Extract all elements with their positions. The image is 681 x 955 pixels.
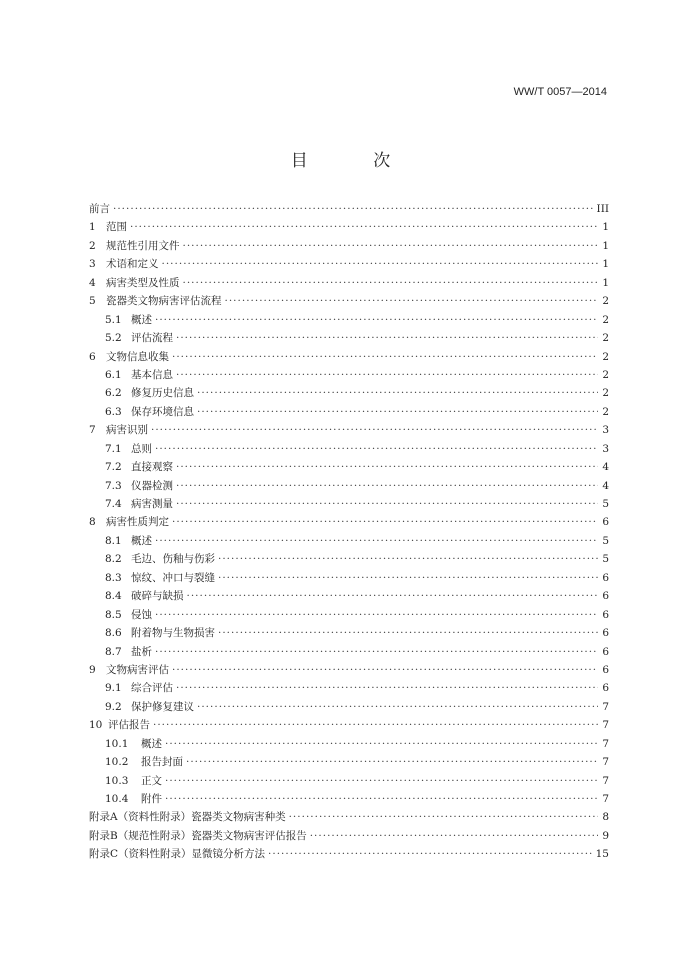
toc-entry-title: 评估报告 [108,719,150,732]
toc-leader-dots [165,790,598,808]
toc-entry-page: 7 [602,756,609,769]
toc-entry[interactable] [89,643,609,661]
toc-entry-title: 规范性引用文件 [106,239,180,252]
toc-leader-dots [176,679,598,697]
toc-entry-number: 5.1 [105,313,122,326]
standard-code: WW/T 0057—2014 [513,86,607,98]
toc-entry-page: 1 [602,276,609,289]
toc-leader-dots [165,772,598,790]
toc-leader-dots [172,661,598,679]
toc-leader-dots [176,495,598,513]
toc-leader-dots [176,366,598,384]
toc-entry-title: 破碎与缺损 [131,590,184,603]
toc-leader-dots [130,218,598,236]
toc-entry-number: 9 [89,663,96,676]
toc-entry-number: 8 [89,516,96,529]
toc-entry-number: 8.7 [105,645,122,658]
toc-leader-dots [197,698,598,716]
toc-leader-dots [197,403,598,421]
toc-entry-number: 8.1 [105,534,122,547]
toc-entry-title: 修复历史信息 [131,387,194,400]
toc-leader-dots [183,237,599,255]
toc-leader-dots [225,292,599,310]
toc-entry-number: 7 [89,424,96,437]
toc-entry-title: 仪器检测 [131,479,173,492]
toc-leader-dots [113,200,594,218]
toc-leader-dots [176,458,598,476]
toc-entry[interactable] [89,311,609,329]
toc-entry-number: 10.4 [105,793,129,805]
toc-entry-number: 7.4 [105,498,122,510]
toc-entry-number: 6.1 [105,368,122,381]
toc-entry-title: 文物信息收集 [106,350,169,363]
toc-entry-page: 9 [602,829,609,842]
toc-leader-dots [155,440,598,458]
toc-entry-title: 病害测量 [131,498,173,510]
toc-entry-page: 15 [595,848,609,861]
toc-entry[interactable] [89,550,609,568]
toc-entry-title: 瓷器类文物病害评估流程 [106,295,222,308]
toc-entry[interactable] [89,495,609,513]
toc-entry-title: 惊纹、冲口与裂缝 [131,571,215,584]
toc-leader-dots [187,587,599,605]
toc-leader-dots [186,753,598,771]
toc-entry-title: 术语和定义 [106,258,159,271]
toc-entry-page: 6 [602,663,609,676]
toc-entry-title: 侵蚀 [131,608,152,621]
toc-entry-page: 7 [602,793,609,805]
toc-entry-page: III [596,203,609,215]
toc-leader-dots [165,735,598,753]
toc-entry-number: 7.3 [105,479,122,492]
toc-entry-number: 6.3 [105,405,122,418]
toc-entry-number: 5.2 [105,332,122,345]
toc-entry-page: 4 [602,479,609,492]
toc-leader-dots [218,569,598,587]
toc-entry-title: 概述 [131,313,152,326]
toc-leader-dots [310,827,598,845]
toc-entry[interactable] [89,403,609,421]
toc-entry-title: 文物病害评估 [106,663,169,676]
toc-entry-title: 总则 [131,442,152,455]
toc-leader-dots [151,421,598,439]
toc-entry-number: 4 [89,276,96,289]
toc-entry[interactable] [89,329,609,347]
toc-entry-page: 2 [602,368,609,381]
toc-leader-dots [172,513,598,531]
toc-entry-title: 保护修复建议 [131,700,194,713]
table-of-contents [89,200,609,864]
toc-entry-number: 10.1 [105,737,129,750]
toc-leader-dots [172,348,598,366]
toc-entry[interactable] [89,458,609,476]
toc-entry[interactable] [89,218,609,236]
toc-leader-dots [153,716,598,734]
toc-entry[interactable] [89,827,609,845]
toc-entry-number: 1 [89,221,96,234]
toc-entry-page: 7 [602,737,609,750]
toc-leader-dots [176,477,598,495]
toc-entry-title: 基本信息 [131,368,173,381]
toc-entry-page: 1 [602,221,609,234]
toc-entry-page: 2 [602,332,609,345]
toc-entry-page: 2 [602,387,609,400]
toc-entry-number: 10.2 [105,756,129,769]
toc-entry-number: 2 [89,239,96,252]
toc-entry[interactable] [89,790,609,808]
toc-entry-number: 8.3 [105,571,122,584]
toc-entry-page: 6 [602,608,609,621]
toc-entry-number: 10.3 [105,774,129,787]
toc-entry[interactable] [89,587,609,605]
toc-entry[interactable] [89,477,609,495]
toc-entry-page: 6 [602,590,609,603]
toc-entry[interactable] [89,606,609,624]
toc-entry-title: 附录B（规范性附录）瓷器类文物病害评估报告 [89,829,307,842]
toc-entry-page: 6 [602,571,609,584]
toc-leader-dots [218,624,598,642]
toc-entry[interactable] [89,292,609,310]
toc-entry-page: 7 [602,774,609,787]
toc-entry-page: 2 [602,313,609,326]
toc-entry-page: 6 [602,645,609,658]
toc-entry[interactable] [89,698,609,716]
toc-entry-page: 2 [602,405,609,418]
toc-entry-number: 8.5 [105,608,122,621]
toc-entry[interactable] [89,679,609,697]
toc-entry[interactable] [89,716,609,734]
toc-entry-title: 报告封面 [141,756,183,769]
toc-entry-title: 概述 [141,737,162,750]
toc-entry-page: 5 [602,553,609,566]
toc-leader-dots [268,845,593,863]
toc-entry[interactable] [89,274,609,292]
toc-leader-dots [176,329,598,347]
toc-entry-page: 2 [602,295,609,308]
toc-entry-number: 7.2 [105,461,122,474]
toc-entry[interactable] [89,513,609,531]
toc-entry-number: 6 [89,350,96,363]
toc-entry-page: 6 [602,516,609,529]
toc-entry[interactable] [89,735,609,753]
toc-entry-title: 范围 [106,221,127,234]
toc-entry[interactable] [89,366,609,384]
toc-entry-title: 盐析 [131,645,152,658]
toc-entry-title: 前言 [89,203,110,215]
toc-entry-title: 附件 [141,793,162,805]
toc-entry-title: 概述 [131,534,152,547]
toc-leader-dots [218,550,598,568]
toc-entry[interactable] [89,845,609,863]
toc-entry[interactable] [89,384,609,402]
toc-leader-dots [162,255,599,273]
toc-entry[interactable] [89,255,609,273]
toc-entry-page: 7 [602,700,609,713]
toc-entry[interactable] [89,808,609,826]
toc-entry[interactable] [89,440,609,458]
toc-entry[interactable] [89,772,609,790]
toc-entry-title: 附录C（资料性附录）显微镜分析方法 [89,848,266,861]
toc-entry-number: 6.2 [105,387,122,400]
toc-entry-page: 1 [602,258,609,271]
toc-entry-title: 直接观察 [131,461,173,474]
page-title: 目 次 [290,151,421,171]
toc-entry-title: 综合评估 [131,682,173,695]
toc-entry-title: 正文 [141,774,162,787]
toc-entry-number: 3 [89,258,96,271]
toc-entry-number: 8.2 [105,553,122,566]
toc-entry-page: 3 [602,424,609,437]
toc-entry-page: 5 [602,534,609,547]
toc-entry-number: 9.1 [105,682,122,695]
toc-entry-number: 10 [89,719,103,732]
toc-entry[interactable] [89,661,609,679]
toc-leader-dots [155,606,598,624]
toc-entry[interactable] [89,348,609,366]
toc-entry-number: 5 [89,295,96,308]
toc-entry-title: 保存环境信息 [131,405,194,418]
toc-entry-page: 6 [602,627,609,640]
toc-entry[interactable] [89,569,609,587]
toc-entry[interactable] [89,753,609,771]
toc-entry-title: 评估流程 [131,332,173,345]
toc-entry-title: 病害识别 [106,424,148,437]
toc-leader-dots [155,311,598,329]
toc-entry-page: 5 [602,498,609,510]
toc-entry-page: 7 [602,719,609,732]
toc-entry[interactable] [89,237,609,255]
toc-entry-title: 病害类型及性质 [106,276,180,289]
toc-leader-dots [183,274,599,292]
toc-entry-number: 9.2 [105,700,122,713]
toc-entry-page: 8 [602,811,609,824]
toc-entry-page: 4 [602,461,609,474]
toc-entry-title: 附着物与生物损害 [131,627,215,640]
toc-entry-number: 8.4 [105,590,122,603]
toc-leader-dots [289,808,598,826]
toc-entry-title: 病害性质判定 [106,516,169,529]
toc-entry-number: 7.1 [105,442,122,455]
toc-leader-dots [197,384,598,402]
toc-entry[interactable] [89,624,609,642]
toc-entry[interactable] [89,421,609,439]
toc-entry-title: 毛边、伤釉与伤彩 [131,553,215,566]
toc-entry-number: 8.6 [105,627,122,640]
toc-entry-title: 附录A（资料性附录）瓷器类文物病害种类 [89,811,286,824]
toc-entry-page: 6 [602,682,609,695]
toc-entry-page: 1 [602,239,609,252]
toc-leader-dots [155,532,598,550]
toc-leader-dots [155,643,598,661]
toc-entry-page: 3 [602,442,609,455]
toc-entry[interactable] [89,532,609,550]
toc-entry[interactable] [89,200,609,218]
toc-entry-page: 2 [602,350,609,363]
